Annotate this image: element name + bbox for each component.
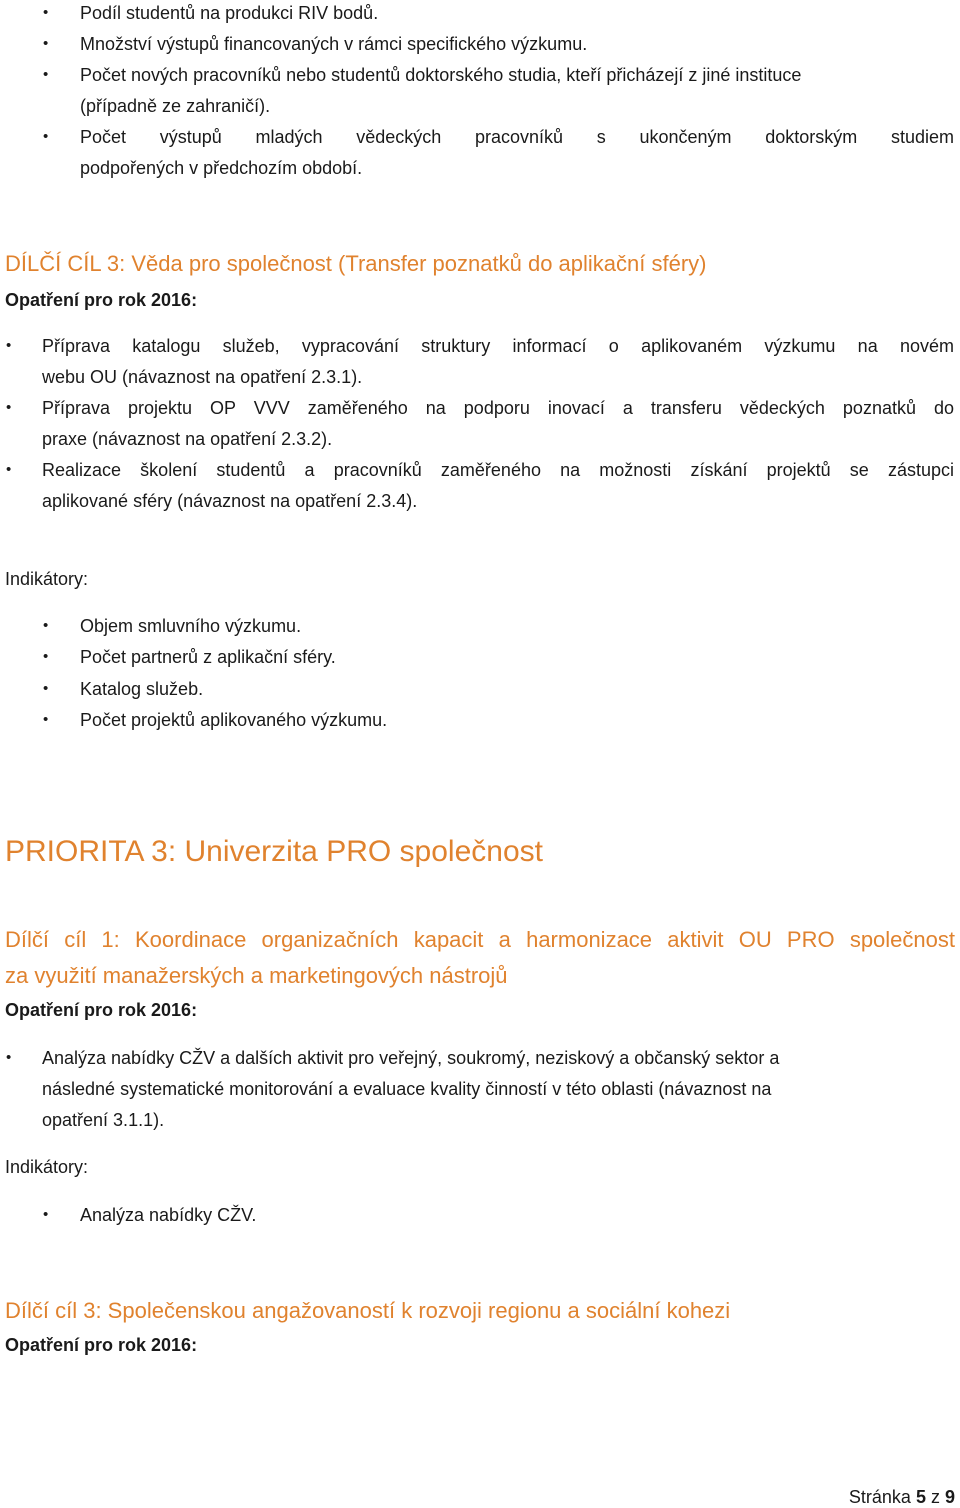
list-item-continuation: podpořených v předchozím období. [80, 158, 363, 178]
measure-item: Realizace školení studentů a pracovníků zaměřeného na možnosti získání projektů se zástupci [42, 460, 954, 480]
indicators-label: Indikátory: [5, 569, 89, 589]
bullet-icon: • [43, 4, 49, 21]
measures-label: Opatření pro rok 2016: [5, 290, 198, 310]
list-item-continuation: (případně ze zahraničí). [80, 96, 271, 116]
bullet-icon: • [43, 128, 49, 145]
page-number-total: 9 [944, 1487, 955, 1507]
indicator-item: Analýza nabídky CŽV. [80, 1205, 257, 1225]
indicator-item: Katalog služeb. [80, 679, 204, 699]
bullet-icon: • [6, 399, 12, 416]
bullet-icon: • [43, 648, 49, 665]
indicators-label: Indikátory: [5, 1157, 89, 1177]
measure-item-continuation: opatření 3.1.1). [42, 1110, 165, 1130]
indicator-item: Objem smluvního výzkumu. [80, 616, 302, 636]
priority-heading: PRIORITA 3: Univerzita PRO společnost [5, 835, 543, 868]
measure-item-continuation: aplikované sféry (návaznost na opatření 2.3.4). [42, 491, 418, 511]
bullet-icon: • [6, 461, 12, 478]
bullet-icon: • [43, 66, 49, 83]
page-number-middle: z [925, 1487, 945, 1507]
list-item: Podíl studentů na produkci RIV bodů. [80, 3, 379, 23]
bullet-icon: • [43, 35, 49, 52]
measures-label: Opatření pro rok 2016: [5, 1000, 198, 1020]
measure-item: Příprava projektu OP VVV zaměřeného na podporu inovací a transferu vědeckých poznatků do [42, 398, 954, 418]
page-number [849, 1486, 955, 1508]
bullet-icon: • [43, 617, 49, 634]
goal-heading: Dílčí cíl 1: Koordinace organizačních kapacit a harmonizace aktivit OU PRO společnost [5, 927, 955, 952]
measures-label: Opatření pro rok 2016: [5, 1335, 198, 1355]
measure-item-continuation: webu OU (návaznost na opatření 2.3.1). [42, 367, 363, 387]
measure-item-continuation: následné systematické monitorování a evaluace kvality činností v této oblasti (návaznost na [42, 1079, 772, 1099]
measure-item: Analýza nabídky CŽV a dalších aktivit pro veřejný, soukromý, neziskový a občanský sektor a [42, 1048, 780, 1068]
list-item [80, 64, 954, 86]
section-heading: DÍLČÍ CÍL 3: Věda pro společnost (Transfer poznatků do aplikační sféry) [5, 251, 707, 276]
indicator-item: Počet projektů aplikovaného výzkumu. [80, 710, 388, 730]
measure-item: Příprava katalogu služeb, vypracování struktury informací o aplikovaném výzkumu na novém [42, 336, 954, 356]
page-number-current: 5 [915, 1487, 926, 1507]
bullet-icon: • [6, 337, 12, 354]
bullet-icon: • [43, 1206, 49, 1223]
list-item: Počet výstupů mladých vědeckých pracovníků s ukončeným doktorským studiem [80, 127, 954, 147]
list-item-text: Počet nových pracovníků nebo studentů doktorského studia, kteří přicházejí z jiné instituce [80, 65, 802, 85]
page-number-prefix: Stránka [848, 1487, 916, 1507]
bullet-icon: • [43, 680, 49, 697]
list-item: Množství výstupů financovaných v rámci specifického výzkumu. [80, 34, 588, 54]
goal-heading-continuation: za využití manažerských a marketingových nástrojů [5, 963, 508, 988]
goal-heading: Dílčí cíl 3: Společenskou angažovaností k rozvoji regionu a sociální kohezi [5, 1298, 731, 1323]
indicator-item: Počet partnerů z aplikační sféry. [80, 647, 336, 667]
bullet-icon: • [6, 1049, 12, 1066]
measure-item-continuation: praxe (návaznost na opatření 2.3.2). [42, 429, 333, 449]
bullet-icon: • [43, 711, 49, 728]
